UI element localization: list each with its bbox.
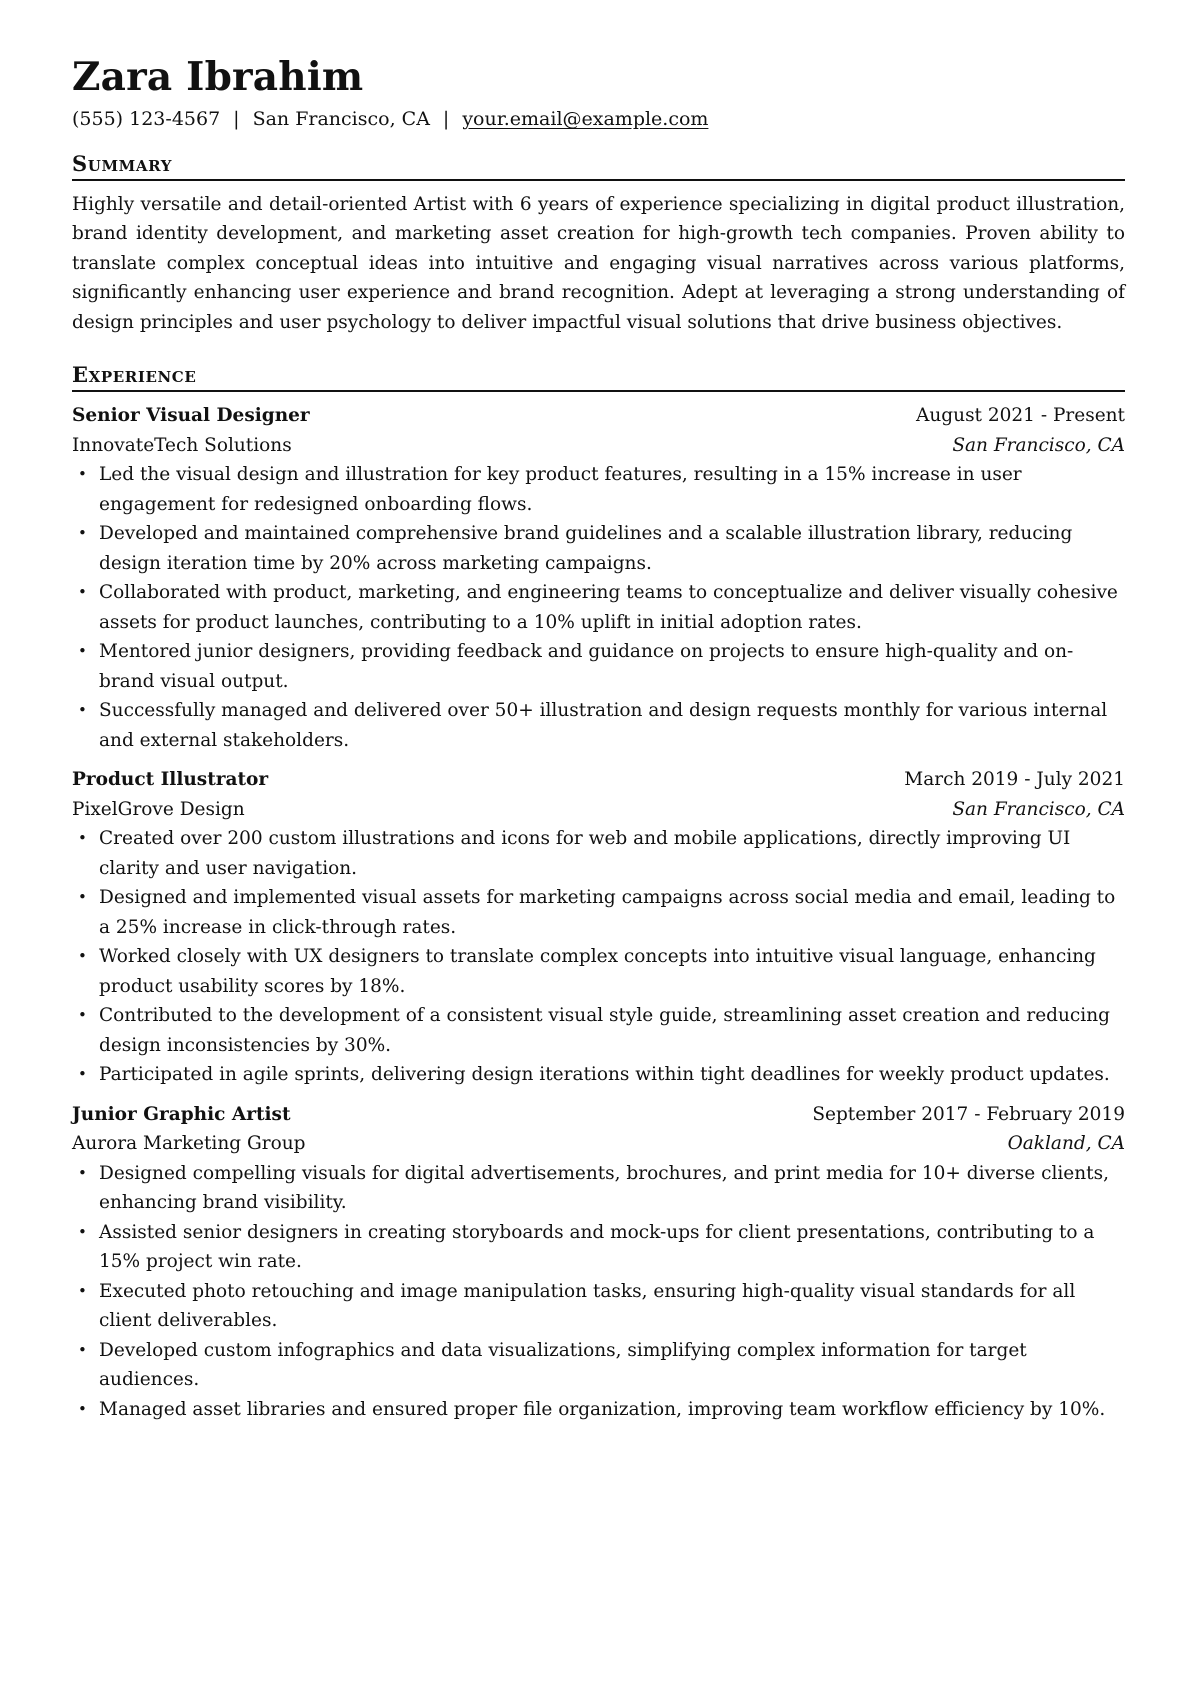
job-bullet: • Managed asset libraries and ensured proper file organization, improving team workflow efficiency by 10%.	[72, 1395, 1125, 1425]
job-bullet: • Designed compelling visuals for digital advertisements, brochures, and print media for 10+ diverse clients, enhancing brand visibility.	[72, 1159, 1125, 1218]
job-dates: August 2021 - Present	[916, 405, 1125, 427]
job-location: San Francisco, CA	[952, 434, 1125, 456]
job-bullet: • Executed photo retouching and image manipulation tasks, ensuring high-quality visual standards for all client deliverables.	[72, 1277, 1125, 1336]
job-bullet: • Developed and maintained comprehensive brand guidelines and a scalable illustration library, reducing design iteration time by 20% across marketing campaigns.	[72, 519, 1125, 578]
job-company: InnovateTech Solutions	[72, 434, 292, 456]
contact-separator: |	[233, 107, 240, 130]
job-bullet: • Successfully managed and delivered over 50+ illustration and design requests monthly for various internal and external stakeholders.	[72, 696, 1125, 755]
job-bullet: • Developed custom infographics and data visualizations, simplifying complex information for target audiences.	[72, 1336, 1125, 1395]
job-bullet: • Contributed to the development of a consistent visual style guide, streamlining asset creation and reducing design inconsistencies by 30%.	[72, 1001, 1125, 1060]
job-location: Oakland, CA	[1007, 1133, 1125, 1155]
contact-location: San Francisco, CA	[252, 107, 430, 130]
job-company-row	[72, 431, 1125, 461]
job-dates: September 2017 - February 2019	[812, 1103, 1125, 1125]
job-location: San Francisco, CA	[952, 798, 1125, 820]
job-title: Senior Visual Designer	[72, 405, 310, 427]
job-bullet: • Worked closely with UX designers to translate complex concepts into intuitive visual language, enhancing product usability scores by 18%.	[72, 942, 1125, 1001]
job-bullet-list	[72, 824, 1125, 1090]
job-title: Junior Graphic Artist	[72, 1103, 291, 1125]
job-entry	[72, 401, 1125, 755]
job-bullet: • Assisted senior designers in creating storyboards and mock-ups for client presentations, contributing to a 15% project win rate.	[72, 1218, 1125, 1277]
summary-heading: Summary	[72, 151, 1125, 181]
candidate-name: Zara Ibrahim	[72, 54, 364, 100]
job-header-row	[72, 1100, 1125, 1130]
job-bullet: • Collaborated with product, marketing, and engineering teams to conceptualize and deliver visually cohesive assets for product launches, contributing to a 10% uplift in initial adoption rates.	[72, 578, 1125, 637]
job-entry	[72, 765, 1125, 1090]
job-bullet: • Created over 200 custom illustrations and icons for web and mobile applications, directly improving UI clarity and user navigation.	[72, 824, 1125, 883]
resume-page	[72, 56, 1125, 1434]
job-company: PixelGrove Design	[72, 798, 245, 820]
phone-number: (555) 123-4567	[72, 107, 221, 130]
job-bullet: • Mentored junior designers, providing feedback and guidance on projects to ensure high-quality and on-brand visual output.	[72, 637, 1125, 696]
job-header-row	[72, 765, 1125, 795]
experience-heading: Experience	[72, 362, 1125, 392]
contact-separator: |	[442, 107, 450, 130]
job-entry	[72, 1100, 1125, 1425]
contact-line	[72, 105, 1125, 133]
job-company-row	[72, 1129, 1125, 1159]
email-link[interactable]: your.email@example.com	[462, 107, 709, 130]
job-bullet: • Designed and implemented visual assets for marketing campaigns across social media and email, leading to a 25% increase in click-through rates.	[72, 883, 1125, 942]
job-bullet: • Participated in agile sprints, delivering design iterations within tight deadlines for weekly product updates.	[72, 1060, 1125, 1090]
job-company-row	[72, 795, 1125, 825]
job-company: Aurora Marketing Group	[72, 1133, 306, 1155]
job-bullet-list	[72, 1159, 1125, 1425]
job-title: Product Illustrator	[72, 769, 269, 791]
job-header-row	[72, 401, 1125, 431]
job-dates: March 2019 - July 2021	[904, 769, 1125, 791]
job-bullet-list	[72, 460, 1125, 755]
summary-text: Highly versatile and detail-oriented Artist with 6 years of experience specializing in digital product illustration, brand identity development, and marketing asset creation for high-growth tech companies. Proven ability to translate complex conceptual ideas into intuitive and engaging visual narratives across various platforms, significantly enhancing user experience and brand recognition. Adept at leveraging a strong understanding of design principles and user psychology to deliver impactful visual solutions that drive business objectives.	[72, 193, 1125, 333]
job-bullet: • Led the visual design and illustration for key product features, resulting in a 15% increase in user engagement for redesigned onboarding flows.	[72, 460, 1125, 519]
